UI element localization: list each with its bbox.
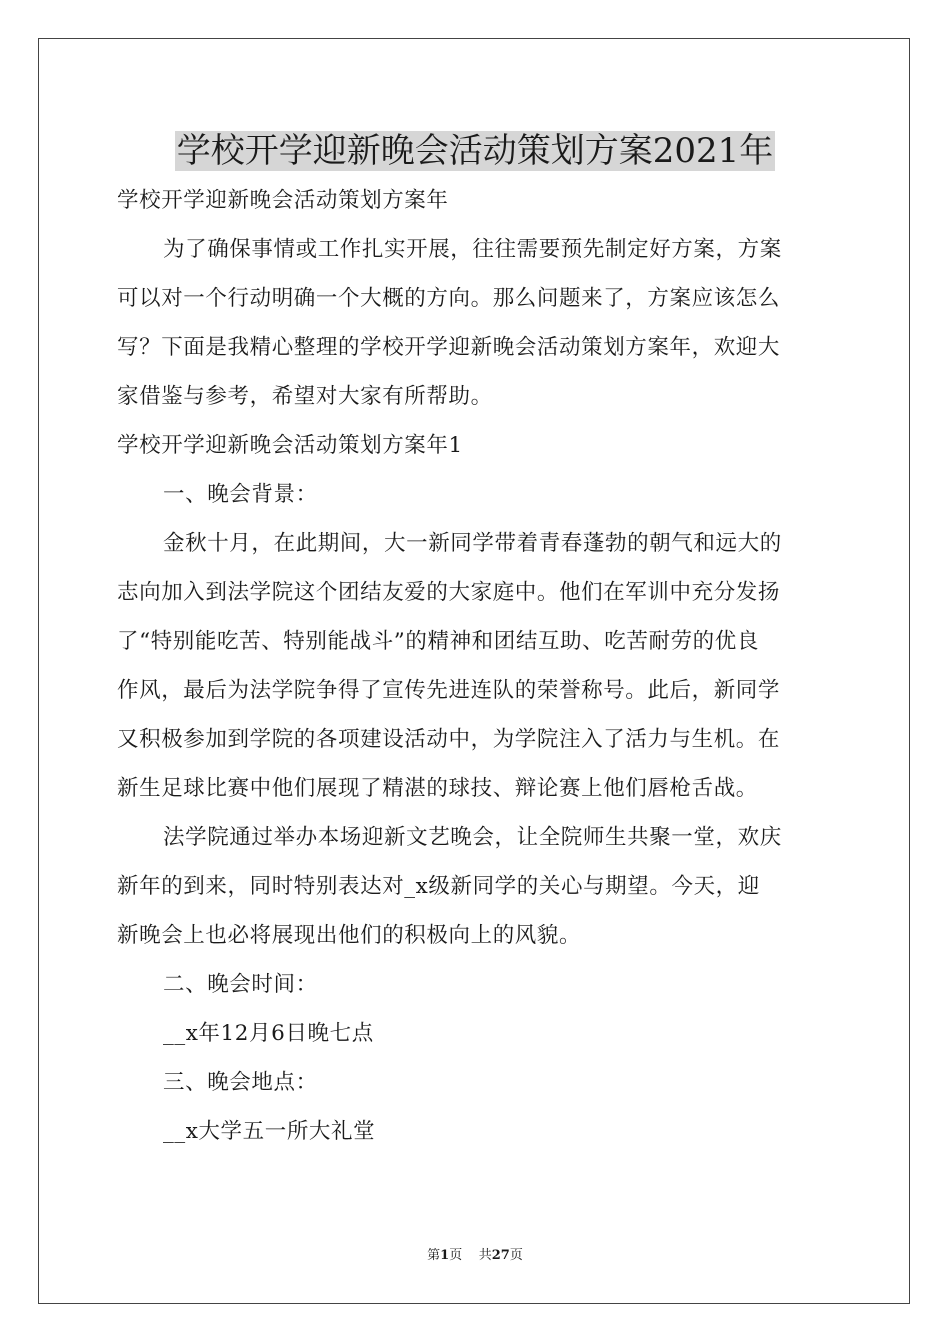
text-line: 写？下面是我精心整理的学校开学迎新晚会活动策划方案年，欢迎大 — [117, 335, 781, 360]
page-footer — [0, 1246, 950, 1266]
footer-total-prefix: 共 — [478, 1248, 492, 1263]
document-title-text: 学校开学迎新晚会活动策划方案2021年 — [176, 131, 774, 171]
text-line: 一、晚会背景： — [163, 482, 318, 507]
text-line: 又积极参加到学院的各项建设活动中，为学院注入了活力与生机。在 — [117, 727, 781, 752]
footer-total-suffix: 页 — [509, 1248, 523, 1263]
text-line: 家借鉴与参考，希望对大家有所帮助。 — [117, 384, 493, 409]
footer-page-suffix: 页 — [449, 1248, 463, 1263]
text-line: 为了确保事情或工作扎实开展，往往需要预先制定好方案，方案 — [163, 237, 782, 262]
text-line: 可以对一个行动明确一个大概的方向。那么问题来了，方案应该怎么 — [117, 286, 781, 311]
text-line: 志向加入到法学院这个团结友爱的大家庭中。他们在军训中充分发扬 — [117, 580, 781, 605]
document-body — [117, 176, 835, 1156]
text-line: 新年的到来，同时特别表达对_x级新同学的关心与期望。今天，迎 — [117, 874, 760, 899]
text-line: 法学院通过举办本场迎新文艺晚会，让全院师生共聚一堂，欢庆 — [163, 825, 782, 850]
text-line: 三、晚会地点： — [163, 1070, 318, 1095]
text-line: 学校开学迎新晚会活动策划方案年1 — [117, 433, 463, 458]
text-line: 学校开学迎新晚会活动策划方案年 — [117, 188, 449, 213]
footer-page-prefix: 第 — [427, 1248, 441, 1263]
text-line: 金秋十月，在此期间，大一新同学带着青春蓬勃的朝气和远大的 — [163, 531, 782, 556]
text-line: __x年12月6日晚七点 — [163, 1021, 374, 1046]
text-line: 二、晚会时间： — [163, 972, 318, 997]
footer-total-pages: 27 — [491, 1248, 510, 1263]
document-title — [0, 126, 950, 176]
text-line: 新生足球比赛中他们展现了精湛的球技、辩论赛上他们唇枪舌战。 — [117, 776, 758, 801]
text-line: __x大学五一所大礼堂 — [163, 1119, 376, 1144]
text-line: 了“特别能吃苦、特别能战斗”的精神和团结互助、吃苦耐劳的优良 — [117, 629, 759, 654]
footer-page-number: 1 — [440, 1248, 450, 1263]
text-line: 新晚会上也必将展现出他们的积极向上的风貌。 — [117, 923, 582, 948]
text-line: 作风，最后为法学院争得了宣传先进连队的荣誉称号。此后，新同学 — [117, 678, 781, 703]
